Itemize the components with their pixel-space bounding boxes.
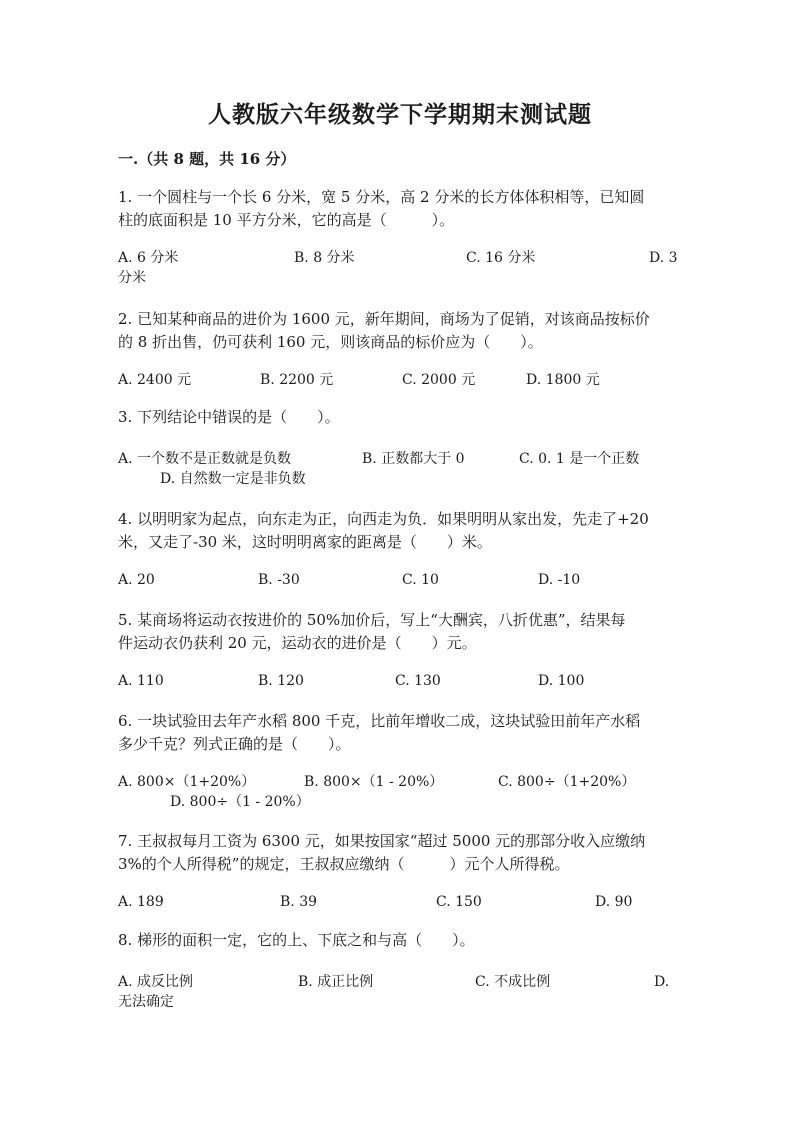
option-c[interactable]: C. 150	[436, 894, 482, 910]
question-7	[118, 830, 678, 876]
option-c[interactable]: C. 10	[402, 572, 439, 588]
option-a[interactable]: A. 成反比例	[118, 974, 194, 990]
option-d[interactable]: D. -10	[538, 572, 581, 588]
question-5-line-2: 件运动衣仍获利 20 元，运动衣的进价是（ ）元。	[118, 634, 477, 652]
option-c[interactable]: C. 不成比例	[475, 974, 551, 990]
question-1-line-2: 柱的底面积是 10 平方分米，它的高是（ ）。	[118, 211, 455, 229]
option-a[interactable]: A. 189	[118, 894, 164, 910]
option-d[interactable]: D. 3	[649, 250, 678, 266]
option-a[interactable]: A. 一个数不是正数就是负数	[118, 451, 292, 467]
option-a[interactable]: A. 6 分米	[118, 250, 179, 266]
question-2-line-2: 的 8 折出售，仍可获利 160 元，则该商品的标价应为（ ）。	[118, 333, 543, 351]
option-d[interactable]: D. 100	[538, 673, 585, 689]
question-3	[118, 406, 678, 429]
question-4-line-2: 米，又走了-30 米，这时明明离家的距离是（ ）米。	[118, 533, 492, 551]
question-6	[118, 710, 678, 756]
question-6-line-2: 多少千克？列式正确的是（ ）。	[118, 735, 351, 753]
option-d[interactable]: D.	[654, 974, 670, 990]
option-b[interactable]: B. 120	[258, 673, 304, 689]
question-5	[118, 609, 678, 655]
option-b[interactable]: B. 800×（1 - 20%）	[304, 774, 444, 790]
question-8-line-1: 8. 梯形的面积一定，它的上、下底之和与高（ ）。	[118, 931, 475, 949]
option-a[interactable]: A. 2400 元	[118, 372, 192, 388]
question-1-line-1: 1. 一个圆柱与一个长 6 分米，宽 5 分米，高 2 分米的长方体体积相等，已知圆	[118, 188, 645, 206]
question-8-options	[118, 972, 678, 1018]
question-4	[118, 508, 678, 554]
question-6-options	[118, 772, 678, 818]
option-b[interactable]: B. 成正比例	[298, 974, 374, 990]
option-d[interactable]: D. 90	[595, 894, 633, 910]
option-b[interactable]: B. 正数都大于 0	[362, 451, 465, 467]
question-2-line-1: 2. 已知某种商品的进价为 1600 元，新年期间，商场为了促销，对该商品按标价	[118, 310, 650, 328]
section-heading: 一.（共 8 题，共 16 分）	[118, 150, 296, 168]
option-c[interactable]: C. 0. 1 是一个正数	[519, 451, 640, 467]
option-d-wrap: 无法确定	[118, 994, 174, 1010]
option-c[interactable]: C. 16 分米	[466, 250, 536, 266]
question-3-options	[118, 449, 678, 495]
question-7-line-2: 3%的个人所得税”的规定，王叔叔应缴纳（ ）元个人所得税。	[118, 855, 570, 873]
question-2	[118, 308, 678, 354]
question-3-line-1: 3. 下列结论中错误的是（ ）。	[118, 408, 340, 426]
option-d[interactable]: D. 1800 元	[526, 372, 600, 388]
option-b[interactable]: B. -30	[258, 572, 300, 588]
question-1-options	[118, 248, 678, 294]
option-a[interactable]: A. 20	[118, 572, 155, 588]
page-title: 人教版六年级数学下学期期末测试题	[208, 101, 592, 128]
question-5-line-1: 5. 某商场将运动衣按进价的 50%加价后，写上“大酬宾，八折优惠”，结果每	[118, 611, 626, 629]
question-1	[118, 186, 678, 232]
option-a[interactable]: A. 110	[118, 673, 164, 689]
option-c[interactable]: C. 130	[395, 673, 441, 689]
option-b[interactable]: B. 2200 元	[260, 372, 334, 388]
option-d-wrap: 分米	[118, 270, 146, 286]
option-b[interactable]: B. 39	[280, 894, 318, 910]
option-c[interactable]: C. 800÷（1+20%）	[498, 774, 636, 790]
option-c[interactable]: C. 2000 元	[402, 372, 476, 388]
option-d[interactable]: D. 800÷（1 - 20%）	[170, 794, 310, 810]
option-d[interactable]: D. 自然数一定是非负数	[160, 471, 306, 487]
option-b[interactable]: B. 8 分米	[294, 250, 355, 266]
option-a[interactable]: A. 800×（1+20%）	[118, 774, 256, 790]
question-6-line-1: 6. 一块试验田去年产水稻 800 千克，比前年增收二成，这块试验田前年产水稻	[118, 712, 641, 730]
question-7-line-1: 7. 王叔叔每月工资为 6300 元，如果按国家“超过 5000 元的那部分收入应缴纳	[118, 832, 646, 850]
question-4-line-1: 4. 以明明家为起点，向东走为正，向西走为负．如果明明从家出发，先走了+20	[118, 510, 649, 528]
question-8	[118, 929, 678, 952]
